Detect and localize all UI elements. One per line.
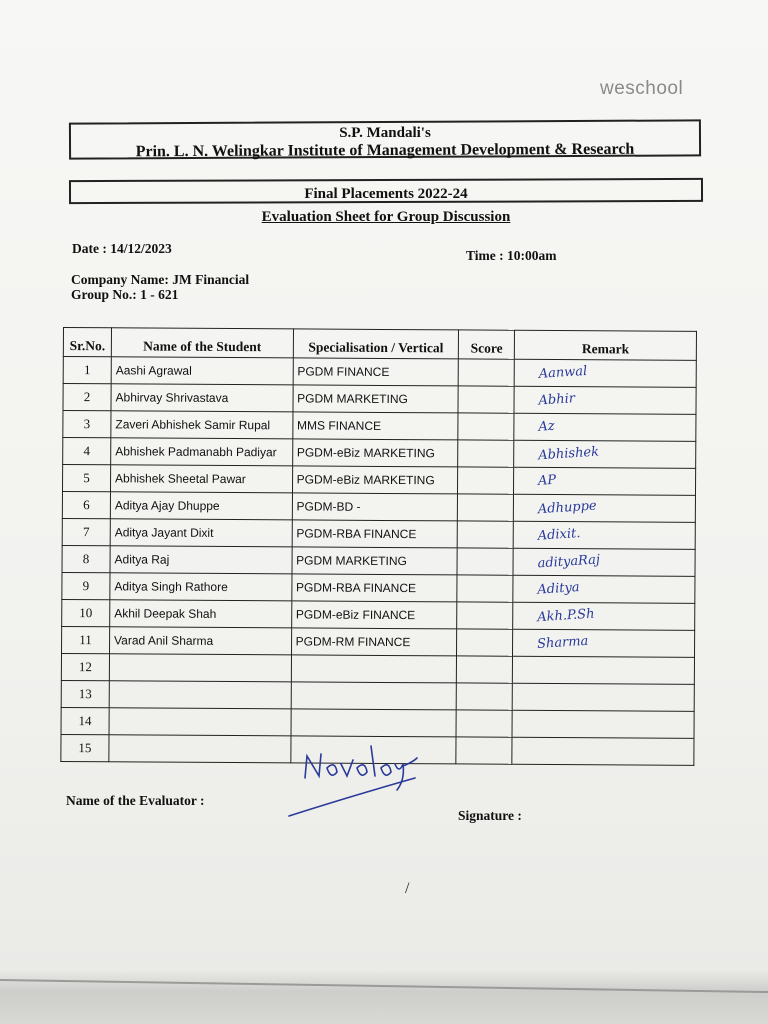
handwritten-signature: Abhir [538, 391, 576, 409]
row-srno: 8 [62, 545, 110, 572]
table-row [62, 465, 695, 496]
handwritten-signature: Adixit. [537, 525, 582, 544]
student-name [109, 735, 291, 763]
specialisation [291, 655, 457, 683]
table-row [63, 438, 696, 469]
sheet-title: Final Placements 2022-24 [304, 186, 468, 202]
row-srno: 4 [63, 438, 111, 465]
specialisation: PGDM-eBiz FINANCE [291, 601, 457, 629]
evaluator-signature [285, 742, 435, 822]
handwritten-signature: Adhuppe [537, 498, 598, 518]
remark-signature [513, 575, 695, 603]
col-header-score: Score [459, 330, 515, 359]
student-name: Zaveri Abhishek Samir Rupal [111, 411, 293, 439]
row-srno: 10 [62, 599, 110, 626]
handwritten-signature: adityaRaj [537, 552, 601, 572]
remark-signature [513, 629, 695, 657]
score-cell [458, 440, 514, 467]
student-name: Varad Anil Sharma [109, 627, 291, 655]
remark-signature [514, 386, 696, 414]
row-srno: 13 [61, 680, 109, 707]
table-header-row [63, 328, 696, 361]
row-srno: 6 [62, 492, 110, 519]
row-srno: 7 [62, 518, 110, 545]
table-row [61, 680, 694, 711]
remark-signature [512, 710, 694, 738]
row-srno: 2 [63, 384, 111, 411]
specialisation: PGDM-eBiz MARKETING [292, 439, 458, 467]
table-row [62, 626, 695, 657]
col-header-spec: Specialisation / Vertical [293, 329, 459, 359]
score-cell [458, 386, 514, 413]
handwritten-signature [517, 754, 537, 755]
remark-signature [513, 548, 695, 576]
sheet-subtitle: Evaluation Sheet for Group Discussion [261, 209, 511, 225]
student-name [109, 654, 291, 682]
score-cell [458, 521, 514, 548]
score-cell [457, 602, 513, 629]
handwritten-signature: Sharma [536, 633, 590, 652]
table-row [63, 384, 696, 415]
specialisation: PGDM MARKETING [292, 547, 458, 575]
handwritten-signature: Akh.P.Sh [537, 606, 596, 626]
pen-mark: / [405, 880, 410, 897]
student-name: Akhil Deepak Shah [110, 600, 292, 628]
handwritten-signature: Aanwal [538, 363, 588, 382]
company-name: Company Name: JM Financial [71, 272, 250, 287]
row-srno: 11 [62, 626, 110, 653]
specialisation: PGDM-RBA FINANCE [292, 520, 458, 548]
table-row [62, 492, 695, 523]
student-name: Aditya Ajay Dhuppe [110, 492, 292, 520]
specialisation: PGDM-BD - [292, 493, 458, 521]
score-cell [457, 548, 513, 575]
handwritten-signature [517, 727, 537, 728]
score-cell [456, 737, 512, 764]
row-srno: 3 [63, 411, 111, 438]
specialisation: PGDM-eBiz MARKETING [292, 466, 458, 494]
table-row [61, 707, 694, 738]
org-name-line2: Prin. L. N. Welingkar Institute of Management Development & Research [135, 140, 635, 161]
row-srno: 14 [61, 707, 109, 734]
specialisation [291, 709, 457, 737]
score-cell [457, 629, 513, 656]
signature-label: Signature : [458, 808, 522, 823]
evaluator-label: Name of the Evaluator : [66, 793, 205, 808]
score-cell [457, 683, 513, 710]
handwritten-signature [517, 700, 537, 701]
student-name: Aditya Raj [110, 546, 292, 574]
org-name-line1: S.P. Mandali's [339, 125, 431, 141]
score-cell [458, 413, 514, 440]
table-row [63, 357, 696, 388]
col-header-remark: Remark [515, 330, 697, 360]
handwritten-signature: AP [537, 472, 557, 489]
student-name [109, 708, 291, 736]
remark-signature [512, 683, 694, 711]
row-srno: 12 [61, 653, 109, 680]
evaluation-table [60, 327, 697, 766]
date-text: Date : 14/12/2023 [72, 241, 172, 256]
specialisation: PGDM-RM FINANCE [291, 628, 457, 656]
remark-signature [514, 440, 696, 468]
student-name: Aditya Jayant Dixit [110, 519, 292, 547]
specialisation [291, 682, 457, 710]
specialisation: PGDM-RBA FINANCE [291, 574, 457, 602]
row-srno: 9 [62, 572, 110, 599]
score-cell [457, 656, 513, 683]
specialisation: MMS FINANCE [292, 412, 458, 440]
specialisation: PGDM FINANCE [293, 358, 459, 386]
student-name: Abhirvay Shrivastava [111, 384, 293, 412]
student-name: Abhishek Padmanabh Padiyar [111, 438, 293, 466]
score-cell [457, 575, 513, 602]
row-srno: 1 [63, 357, 111, 384]
student-name: Abhishek Sheetal Pawar [110, 465, 292, 493]
weschool-logo: weschool [600, 78, 684, 99]
remark-signature [514, 413, 696, 441]
remark-signature [514, 494, 696, 522]
score-cell [458, 359, 514, 386]
paper-edge-shadow [0, 970, 768, 1024]
handwritten-signature: Az [538, 418, 556, 435]
table-row [62, 599, 695, 630]
group-number: Group No.: 1 - 621 [71, 287, 179, 302]
remark-signature [514, 467, 696, 495]
table-row [62, 545, 695, 576]
remark-signature [514, 359, 696, 387]
student-name: Aditya Singh Rathore [110, 573, 292, 601]
table-row [63, 411, 696, 442]
score-cell [458, 467, 514, 494]
score-cell [456, 710, 512, 737]
remark-signature [513, 521, 695, 549]
handwritten-signature: Aditya [537, 580, 581, 598]
table-row [62, 518, 695, 549]
col-header-srno: Sr.No. [63, 328, 111, 357]
remark-signature [512, 737, 694, 765]
specialisation: PGDM MARKETING [293, 385, 459, 413]
student-name: Aashi Agrawal [111, 357, 293, 385]
row-srno: 5 [62, 465, 110, 492]
table-row [61, 653, 694, 684]
student-name [109, 681, 291, 709]
col-header-name: Name of the Student [111, 328, 293, 358]
row-srno: 15 [61, 734, 109, 761]
time-text: Time : 10:00am [466, 248, 557, 263]
remark-signature [513, 656, 695, 684]
score-cell [458, 494, 514, 521]
table-row [62, 572, 695, 603]
remark-signature [513, 602, 695, 630]
handwritten-signature: Abhishek [538, 444, 600, 464]
handwritten-signature [517, 673, 537, 674]
